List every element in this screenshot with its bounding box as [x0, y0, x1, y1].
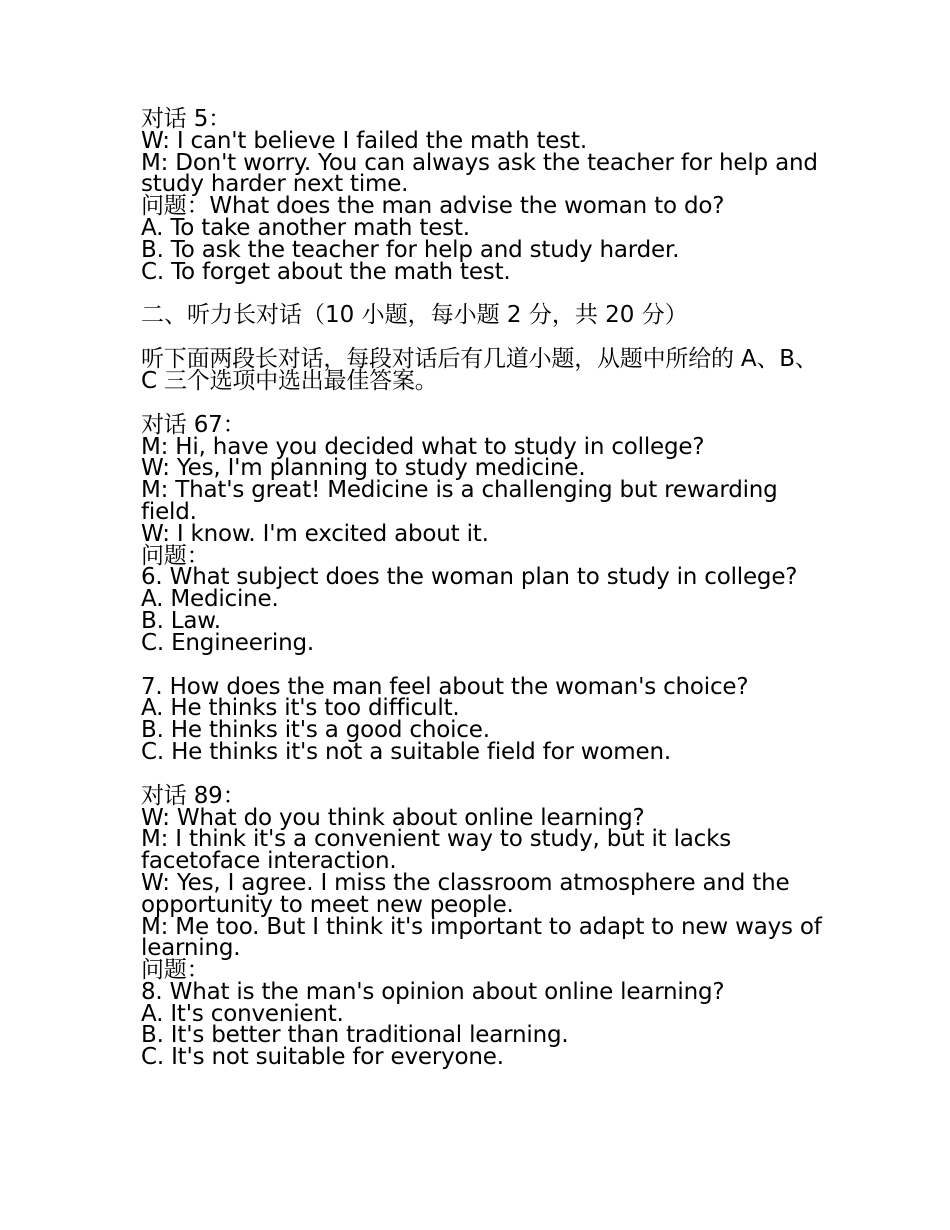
dialog89-line-4: M: Me too. But I think it's important to adapt to new ways of learning.: [141, 913, 829, 962]
document-page: [141, 106, 831, 1071]
q8-option-c: C. It's not suitable for everyone.: [141, 1044, 504, 1071]
q8-option-a: A. It's convenient.: [141, 1000, 344, 1027]
section2-title: 二、听力长对话（10 小题，每小题 2 分，共 20 分）: [141, 302, 688, 329]
question-6: 6. What subject does the woman plan to study in college?: [141, 564, 798, 591]
question-8: 8. What is the man's opinion about online learning?: [141, 978, 725, 1005]
dialog89-line-1: W: What do you think about online learning?: [141, 804, 645, 831]
dialog5-question: 问题：What does the man advise the woman to do?: [141, 193, 725, 220]
dialog67-line-4: W: I know. I'm excited about it.: [141, 520, 489, 547]
section2-instruction: 听下面两段长对话，每段对话后有几道小题，从题中所给的 A、B、C 三个选项中选出最佳答案。: [141, 346, 818, 394]
dialog67-title: 对话 67：: [141, 411, 246, 438]
dialog5-option-c: C. To forget about the math test.: [141, 258, 511, 285]
dialog67-line-1: M: Hi, have you decided what to study in college?: [141, 433, 705, 460]
dialog89-question-label: 问题：: [141, 957, 210, 984]
q7-option-a: A. He thinks it's too difficult.: [141, 695, 460, 722]
question-7: 7. How does the man feel about the woman's choice?: [141, 673, 749, 700]
dialog5-option-a: A. To take another math test.: [141, 214, 470, 241]
dialog89-title: 对话 89：: [141, 782, 246, 809]
dialog5-line-1: W: I can't believe I failed the math test.: [141, 127, 587, 154]
q7-option-c: C. He thinks it's not a suitable field for women.: [141, 738, 671, 765]
dialog5-title: 对话 5：: [141, 106, 231, 132]
dialog67-line-2: W: Yes, I'm planning to study medicine.: [141, 455, 586, 482]
dialog89-line-3: W: Yes, I agree. I miss the classroom atmosphere and the opportunity to meet new people.: [141, 869, 797, 918]
dialog67-line-3: M: That's great! Medicine is a challenging but rewarding field.: [141, 477, 785, 525]
q6-option-b: B. Law.: [141, 607, 221, 634]
dialog89-line-2: M: I think it's a convenient way to study, but it lacks facetoface interaction.: [141, 826, 739, 875]
dialog67-question-label: 问题：: [141, 542, 210, 569]
q7-option-b: B. He thinks it's a good choice.: [141, 717, 490, 744]
dialog5-option-b: B. To ask the teacher for help and study harder.: [141, 236, 680, 263]
q6-option-a: A. Medicine.: [141, 586, 279, 613]
dialog5-line-2: M: Don't worry. You can always ask the teacher for help and study harder next time.: [141, 149, 825, 198]
q8-option-b: B. It's better than traditional learning.: [141, 1022, 569, 1049]
q6-option-c: C. Engineering.: [141, 629, 314, 656]
